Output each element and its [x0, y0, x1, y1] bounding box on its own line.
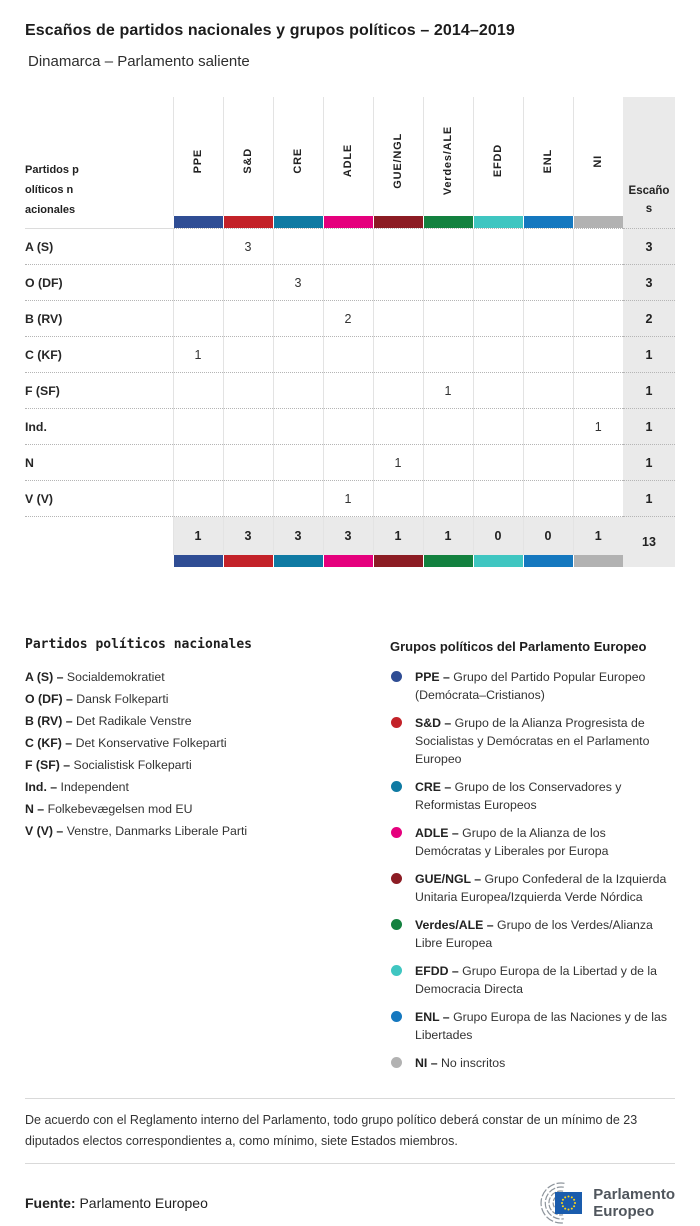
group-color-bar [573, 555, 623, 567]
national-parties-legend-title: Partidos políticos nacionales [25, 637, 252, 652]
group-color-bar [273, 555, 323, 567]
seats-value: 1 [623, 445, 675, 481]
group-color-bar [223, 555, 273, 567]
group-color-dot [391, 827, 402, 838]
column-header-adle: ADLE [323, 97, 373, 216]
group-color-bar [173, 555, 223, 567]
group-color-bar [423, 216, 473, 229]
legends-section [25, 637, 675, 1082]
table-row: N 1 1 [25, 445, 675, 481]
group-color-bar [173, 216, 223, 229]
corner-header: Partidos políticos nacionales [25, 97, 173, 229]
group-color-dot [391, 717, 402, 728]
page-subtitle: Dinamarca – Parlamento saliente [28, 53, 250, 70]
european-parliament-logo [515, 1180, 675, 1226]
table-row: F (SF) 1 1 [25, 373, 675, 409]
legend-item: S&D – Grupo de la Alianza Progresista de Socialistas y Demócratas en el Parlamento Europeo [390, 714, 675, 768]
legend-item: EFDD – Grupo Europa de la Libertad y de la Democracia Directa [390, 962, 675, 998]
group-color-bar [223, 216, 273, 229]
legend-item: B (RV) – Det Radikale Venstre [25, 714, 192, 728]
legend-item: ENL – Grupo Europa de las Naciones y de las Libertades [390, 1008, 675, 1044]
ep-hemicycle-eu-flag-icon [515, 1180, 585, 1226]
seats-value: 1 [623, 337, 675, 373]
source-row [25, 1180, 675, 1226]
group-color-bar [573, 216, 623, 229]
divider [25, 1098, 675, 1099]
legend-item: NI – No inscritos [390, 1054, 675, 1072]
group-color-bar [473, 216, 523, 229]
seats-column-header: Escaños [623, 97, 675, 229]
divider [25, 1163, 675, 1164]
table-row: Ind. 1 1 [25, 409, 675, 445]
group-color-bar [273, 216, 323, 229]
seats-value: 2 [623, 301, 675, 337]
column-header-cre: CRE [273, 97, 323, 216]
column-header-guengl: GUE/NGL [373, 97, 423, 216]
legend-item: C (KF) – Det Konservative Folkeparti [25, 736, 227, 750]
legend-item: PPE – Grupo del Partido Popular Europeo (Demócrata–Cristianos) [390, 668, 675, 704]
seats-value: 1 [623, 373, 675, 409]
group-color-bar [323, 216, 373, 229]
infographic-page [0, 22, 700, 1226]
column-header-efdd: EFDD [473, 97, 523, 216]
totals-row: 1 3 3 3 1 1 0 0 1 13 [25, 517, 675, 556]
group-color-dot [391, 873, 402, 884]
group-color-bar [423, 555, 473, 567]
table-row: V (V) 1 1 [25, 481, 675, 517]
group-color-dot [391, 1011, 402, 1022]
group-color-bar [473, 555, 523, 567]
source-text: Fuente: Parlamento Europeo [25, 1195, 208, 1211]
column-header-verdesale: Verdes/ALE [423, 97, 473, 216]
legend-item: V (V) – Venstre, Danmarks Liberale Parti [25, 824, 248, 838]
seats-value: 1 [623, 409, 675, 445]
legend-item: A (S) – Socialdemokratiet [25, 670, 165, 684]
seats-value: 3 [623, 229, 675, 265]
legend-item: Verdes/ALE – Grupo de los Verdes/Alianza Libre Europea [390, 916, 675, 952]
group-color-dot [391, 965, 402, 976]
group-color-bar [373, 555, 423, 567]
group-color-bar [323, 555, 373, 567]
column-header-ni: NI [573, 97, 623, 216]
seats-table [25, 97, 675, 567]
legend-item: CRE – Grupo de los Conservadores y Reformistas Europeos [390, 778, 675, 814]
legend-item: O (DF) – Dansk Folkeparti [25, 692, 169, 706]
group-color-dot [391, 671, 402, 682]
table-row: O (DF) 3 3 [25, 265, 675, 301]
legend-item: ADLE – Grupo de la Alianza de los Demócratas y Liberales por Europa [390, 824, 675, 860]
group-color-dot [391, 1057, 402, 1068]
group-color-dot [391, 919, 402, 930]
political-groups-legend [390, 637, 675, 1082]
legend-item: N – Folkebevægelsen mod EU [25, 802, 193, 816]
group-color-bar-row-bottom [25, 555, 675, 567]
group-color-bar [373, 216, 423, 229]
column-header-ppe: PPE [173, 97, 223, 216]
legend-item: Ind. – Independent [25, 780, 129, 794]
table-row: A (S) 3 3 [25, 229, 675, 265]
group-color-dot [391, 781, 402, 792]
legend-item: GUE/NGL – Grupo Confederal de la Izquierda Unitaria Europea/Izquierda Verde Nórdica [390, 870, 675, 906]
total-seats-value: 13 [623, 517, 675, 568]
column-header-sd: S&D [223, 97, 273, 216]
legend-item: F (SF) – Socialistisk Folkeparti [25, 758, 192, 772]
ep-logo-text: Parlamento Europeo [593, 1186, 675, 1220]
table-row: B (RV) 2 2 [25, 301, 675, 337]
table-header-row [25, 97, 675, 216]
seats-value: 3 [623, 265, 675, 301]
column-header-enl: ENL [523, 97, 573, 216]
seats-value: 1 [623, 481, 675, 517]
group-color-bar [523, 555, 573, 567]
footnote-text: De acuerdo con el Reglamento interno del Parlamento, todo grupo político deberá constar de un mínimo de 23 diputados electos correspondientes a, como mínimo, siete Estados miembros. [25, 1113, 638, 1148]
political-groups-legend-title: Grupos políticos del Parlamento Europeo [390, 639, 647, 654]
group-color-bar [523, 216, 573, 229]
page-title: Escaños de partidos nacionales y grupos políticos – 2014–2019 [25, 22, 515, 39]
national-parties-legend [25, 637, 355, 842]
table-row: C (KF) 1 1 [25, 337, 675, 373]
